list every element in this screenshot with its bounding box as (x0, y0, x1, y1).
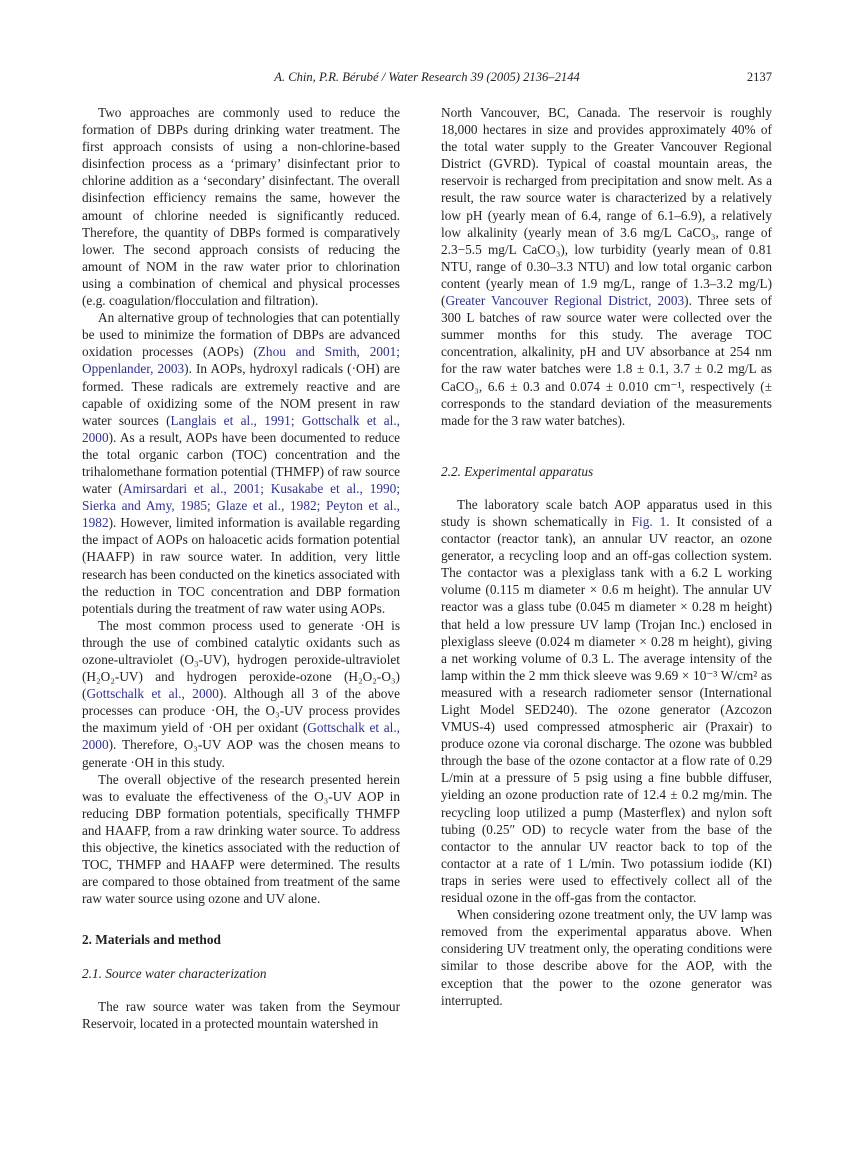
paragraph-objective: The overall objective of the research presented herein was to evaluate the effectiveness of the O₃-UV AOP in reducing DBP formation potentials, specifically THMFP and HAAFP, from a raw drinking water source. To address this objective, the kinetics associated with the reduction of TOC, THMFP and HAAFP were determined. The results are compared to those obtained from treatment of the same raw water source using ozone and UV alone. (82, 771, 400, 907)
figure-link[interactable]: Fig. 1 (631, 513, 667, 529)
citation-link[interactable]: Langlais et al., 1991; Gottschalk et al., 2000 (82, 412, 401, 445)
page-header (82, 70, 772, 88)
paragraph-ozone-uv-only: When considering ozone treatment only, the UV lamp was removed from the experimental apparatus above. When considering UV treatment only, the operating conditions were similar to those describe above for the AOP, with the exception that the power to the ozone generator was interrupted. (441, 907, 772, 1008)
paragraph-oh-generation: The most common process used to generate ·OH is through the use of combined catalytic oxidants such as ozone-ultraviolet (O₃-UV), hydrogen peroxide-ultraviolet (H₂O₂-UV) and hydrogen peroxide-ozone (H₂O₂-O₃) (Gottschalk et al., 2000). Although all 3 of the above processes can produce ·OH, the O₃-UV process provides the maximum yield of ·OH per oxidant (Gottschalk et al., 2000). Therefore, O₃-UV AOP was the chosen means to generate ·OH in this study. (82, 617, 400, 770)
citation-link[interactable]: Greater Vancouver Regional District, 2003 (445, 293, 685, 309)
citation-link[interactable]: Amirsardari et al., 2001; Kusakabe et al., 1990; Sierka and Amy, 1985; Glaze et al., 1982; Peyton et al., 1982 (82, 481, 401, 531)
citation-link[interactable]: Gottschalk et al., 2000 (82, 720, 400, 753)
paragraph-source-water-continued: North Vancouver, BC, Canada. The reservoir is roughly 18,000 hectares in size and provides approximately 40% of the total water supply to the Greater Vancouver Regional District (GVRD). Typical of coastal mountain areas, the reservoir is recharged from precipitation and snow melt. As a result, the raw source water is characterized by a relatively low pH (yearly mean of 6.4, range of 6.1–6.9), a relatively low alkalinity (yearly mean of 3.6 mg/L CaCO₃, range of 2.3−5.5 mg/L CaCO₃), low turbidity (yearly mean of 0.81 NTU, range of 0.30–3.3 NTU) and low total organic carbon content (yearly mean of 1.9 mg/L, range of 1.3–3.2 mg/L) (Greater Vancouver Regional District, 2003). Three sets of 300 L batches of raw source water were collected over the summer months for this study. The average TOC concentration, alkalinity, pH and UV absorbance at 254 nm for the raw water batches were 1.8 ± 0.1, 3.7 ± 0.2 mg/L as CaCO₃, 6.6 ± 0.3 and 0.074 ± 0.010 cm⁻¹, respectively (± corresponds to the standard deviation of the measurements made for the 3 raw water batches). (441, 105, 772, 428)
page-number: 2137 (746, 70, 772, 84)
running-head: A. Chin, P.R. Bérubé / Water Research 39 (2005) 2136–2144 (274, 70, 580, 84)
citation-link[interactable]: Gottschalk et al., 2000 (86, 686, 219, 702)
paragraph-dbp-approaches: Two approaches are commonly used to reduce the formation of DBPs during drinking water treatment. The first approach consists of using a non-chlorine-based disinfection process as a ‘primary’ disinfectant prior to chlorine addition as a ‘secondary’ disinfectant. The overall disinfection efficiency remains the same, however the amount of chlorine needed is significantly reduced. Therefore, the quantity of DBPs formed is comparatively lower. The second approach consists of reducing the amount of NOM in the raw water prior to chlorination using a combination of chemical and physical processes (e.g. coagulation/flocculation and filtration). (82, 105, 400, 309)
paragraph-source-water: The raw source water was taken from the Seymour Reservoir, located in a protected mountain watershed in (82, 998, 400, 1031)
subsection-heading: 2.1. Source water characterization (82, 965, 267, 981)
section-heading: 2. Materials and method (82, 932, 221, 948)
paragraph-aops: An alternative group of technologies that can potentially be used to minimize the formation of DBPs are advanced oxidation processes (AOPs) (Zhou and Smith, 2001; Oppenlander, 2003). In AOPs, hydroxyl radicals (·OH) are formed. These radicals are extremely reactive and are capable of oxidizing some of the NOM present in raw water sources (Langlais et al., 1991; Gottschalk et al., 2000). As a result, AOPs have been documented to reduce the total organic carbon (TOC) concentration and the trihalomethane formation potential (THMFP) of raw source water (Amirsardari et al., 2001; Kusakabe et al., 1990; Sierka and Amy, 1985; Glaze et al., 1982; Peyton et al., 1982). However, limited information is available regarding the impact of AOPs on haloacetic acids formation potential (HAAFP) in raw source water. In addition, very little research has been conducted on the kinetics associated with the reduction in TOC concentration and DBP formation potentials during the treatment of raw water using AOPs. (82, 310, 401, 616)
paragraph-apparatus: The laboratory scale batch AOP apparatus used in this study is shown schematically in Fig. 1. It consisted of a contactor (reactor tank), an annular UV reactor, an ozone generator, a recycling loop and an off-gas collection system. The contactor was a plexiglass tank with a 6.2 L working volume (0.115 m diameter × 0.6 m height). The annular UV reactor was a glass tube (0.045 m diameter × 0.28 m height) that held a low pressure UV lamp (Trojan Inc.) enclosed in plexiglass sleeve (0.024 m diameter × 0.28 m height), giving a net working volume of 0.3 L. The average intensity of the lamp within the 2 mm thick sleeve was 9.69 × 10⁻³ W/cm² as measured with a research radiometer sensor (International Light Model SED240). The ozone generator (Azcozon VMUS-4) used compressed atmospheric air (Praxair) to produce ozone via coronal discharge. The ozone was bubbled through the base of the ozone contactor at a flow rate of 0.29 L/min at a pressure of 5 psig using a fine bubble diffuser, yielding an ozone production rate of 12.4 ± 0.2 mg/min. The recycling loop utilized a pump (Masterflex) and nylon soft tubing (0.25″ OD) to recycle water from the base of the contactor to the annular UV reactor back to top of the contactor at a rate of 1 L/min. Two potassium iodide (KI) traps in series were used to effectively collect all of the residual ozone in the off-gas from the contactor. (441, 496, 772, 906)
right-column (441, 104, 772, 1009)
subsection-heading: 2.2. Experimental apparatus (441, 463, 594, 479)
left-column (82, 104, 400, 1032)
citation-link[interactable]: Zhou and Smith, 2001; Oppenlander, 2003 (82, 344, 400, 377)
